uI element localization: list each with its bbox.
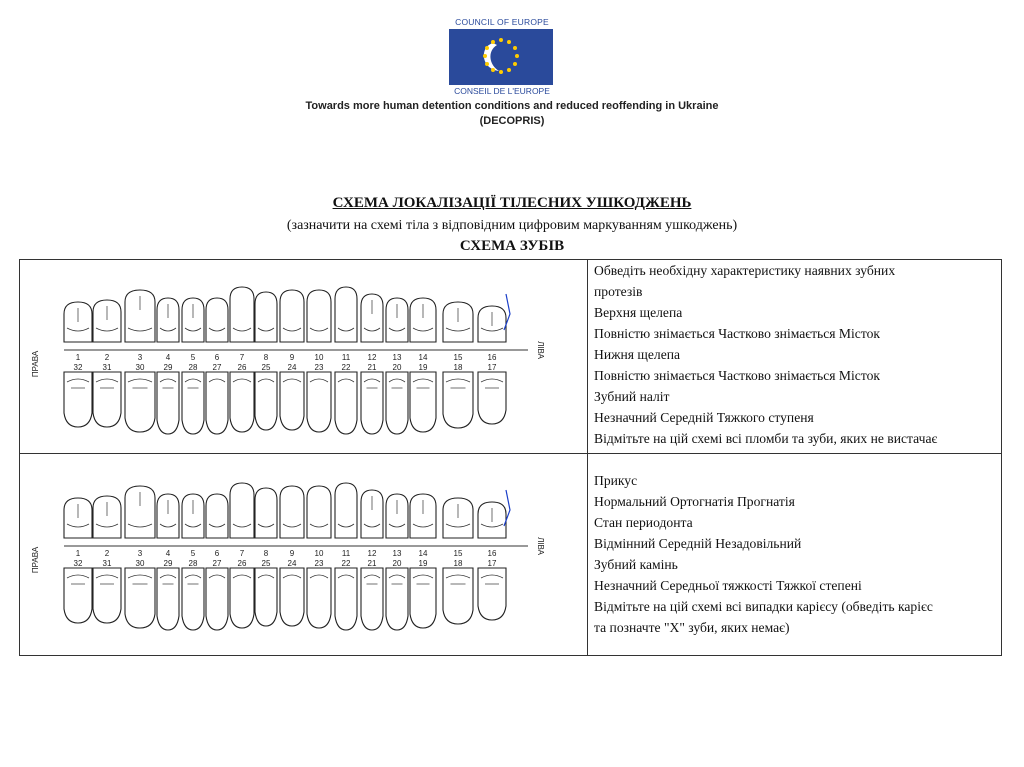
tooth-number-lower: 18 [453,559,463,568]
tooth-number-lower: 31 [102,559,112,568]
tooth-number-upper: 6 [214,353,220,362]
tooth-number-lower: 17 [487,559,497,568]
lower-tooth[interactable] [478,568,506,620]
lower-tooth[interactable] [386,568,408,630]
info-line: Відмітьте на цій схемі всі пломби та зуби, яких не вистачає [594,431,938,446]
upper-tooth[interactable] [410,298,436,342]
document-subtitle: (зазначити на схемі тіла з відповідним цифровим маркуванням ушкоджень) [286,218,738,233]
info-line[interactable]: Незначний Середньої тяжкості Тяжкої степені [594,578,862,593]
tooth-number-upper: 13 [392,353,402,362]
tooth-number-lower: 27 [212,363,222,372]
upper-tooth[interactable] [230,483,254,538]
lower-tooth[interactable] [125,372,155,432]
tooth-number-upper: 15 [453,549,463,558]
upper-tooth[interactable] [230,287,254,342]
tooth-number-lower: 28 [188,363,198,372]
tooth-number-upper: 2 [104,353,110,362]
lower-tooth[interactable] [64,372,92,427]
upper-tooth[interactable] [255,488,277,538]
tooth-number-lower: 19 [418,363,428,372]
lower-tooth[interactable] [64,568,92,623]
tooth-number-upper: 1 [75,353,81,362]
org-name-english: COUNCIL OF EUROPE [455,17,549,27]
lower-tooth[interactable] [361,372,383,434]
lower-tooth[interactable] [93,372,121,427]
tooth-number-upper: 16 [487,549,497,558]
tooth-number-upper: 3 [137,549,143,558]
left-side-label: ЛІВА [536,537,545,555]
upper-tooth[interactable] [125,486,155,538]
lower-tooth[interactable] [206,568,228,630]
tooth-number-lower: 23 [314,559,324,568]
upper-tooth[interactable] [206,494,228,538]
upper-tooth[interactable] [182,494,204,538]
upper-tooth[interactable] [335,483,357,538]
right-side-label: ПРАВА [31,350,40,378]
info-line[interactable]: Нормальний Ортогнатія Прогнатія [594,494,795,509]
lower-tooth[interactable] [443,372,473,428]
lower-tooth[interactable] [443,568,473,624]
upper-tooth[interactable] [361,490,383,538]
info-line: Зубний камінь [594,557,678,572]
tooth-number-lower: 26 [237,559,247,568]
lower-tooth[interactable] [361,568,383,630]
section-title: СХЕМА ЗУБІВ [459,238,565,254]
tooth-number-lower: 23 [314,363,324,372]
upper-tooth[interactable] [93,300,121,342]
tooth-number-upper: 5 [190,549,196,558]
upper-tooth[interactable] [206,298,228,342]
info-line: Обведіть необхідну характеристику наявних зубних [594,263,896,278]
teeth-diagram-1[interactable] [28,264,548,449]
info-line[interactable]: Відмінний Середній Незадовільний [594,536,802,551]
tooth-number-lower: 26 [237,363,247,372]
tooth-number-lower: 19 [418,559,428,568]
tooth-number-upper: 8 [263,353,269,362]
lower-tooth[interactable] [182,372,204,434]
lower-tooth[interactable] [230,372,254,432]
upper-tooth[interactable] [443,498,473,538]
lower-tooth[interactable] [478,372,506,424]
info-line[interactable]: Незначний Середній Тяжкого ступеня [594,410,814,425]
upper-tooth[interactable] [335,287,357,342]
tooth-number-upper: 16 [487,353,497,362]
info-line: та позначте "Х" зуби, яких немає) [594,620,790,635]
tooth-number-upper: 11 [341,549,351,558]
lower-tooth[interactable] [280,372,304,430]
tooth-number-lower: 29 [163,559,173,568]
tooth-number-upper: 14 [418,549,428,558]
tooth-number-upper: 3 [137,353,143,362]
upper-tooth[interactable] [157,494,179,538]
info-line: Прикус [594,473,638,488]
upper-tooth[interactable] [255,292,277,342]
info-line: протезів [594,284,643,299]
tooth-number-lower: 22 [341,559,351,568]
tooth-number-lower: 20 [392,363,402,372]
lower-tooth[interactable] [410,568,436,628]
tooth-number-upper: 8 [263,549,269,558]
org-name-french: CONSEIL DE L'EUROPE [454,86,550,96]
right-side-label: ПРАВА [31,546,40,574]
tooth-number-upper: 12 [367,549,377,558]
tooth-number-lower: 20 [392,559,402,568]
lower-tooth[interactable] [307,372,331,432]
upper-tooth[interactable] [280,290,304,342]
tooth-number-upper: 7 [239,353,245,362]
teeth-chart-svg[interactable] [28,264,548,444]
upper-tooth[interactable] [280,486,304,538]
upper-tooth[interactable] [64,302,92,342]
lower-tooth[interactable] [230,568,254,628]
dentures-info-block [594,260,994,449]
info-line[interactable]: Повністю знімається Частково знімається Місток [594,326,880,341]
project-line-2: (DECOPRIS) [479,115,545,127]
upper-tooth[interactable] [93,496,121,538]
tooth-number-lower: 28 [188,559,198,568]
bite-periodont-info-block [594,470,994,638]
upper-tooth[interactable] [478,502,506,538]
tooth-number-upper: 14 [418,353,428,362]
upper-tooth[interactable] [386,298,408,342]
tooth-number-upper: 4 [165,353,171,362]
lower-tooth[interactable] [255,372,277,430]
tooth-number-upper: 12 [367,353,377,362]
tooth-number-upper: 2 [104,549,110,558]
tooth-number-upper: 9 [289,353,295,362]
row-divider [20,453,1001,454]
upper-tooth[interactable] [125,290,155,342]
teeth-diagram-2[interactable] [28,460,548,645]
lower-tooth[interactable] [182,568,204,630]
teeth-chart-svg[interactable] [28,460,548,640]
info-line[interactable]: Повністю знімається Частково знімається Місток [594,368,880,383]
lower-tooth[interactable] [280,568,304,626]
column-divider [587,260,588,655]
lower-tooth[interactable] [157,568,179,630]
tooth-number-lower: 31 [102,363,112,372]
upper-tooth[interactable] [182,298,204,342]
tooth-number-upper: 10 [314,549,324,558]
council-of-europe-logo [449,29,553,85]
upper-tooth[interactable] [443,302,473,342]
upper-tooth[interactable] [361,294,383,342]
info-line: Зубний наліт [594,389,670,404]
tooth-number-upper: 6 [214,549,220,558]
tooth-number-upper: 4 [165,549,171,558]
tooth-number-lower: 32 [73,559,83,568]
project-line-1: Towards more human detention conditions and reduced reoffending in Ukraine [305,100,719,112]
upper-tooth[interactable] [307,290,331,342]
tooth-number-lower: 27 [212,559,222,568]
lower-tooth[interactable] [307,568,331,628]
upper-tooth[interactable] [157,298,179,342]
tooth-number-lower: 21 [367,559,377,568]
tooth-number-upper: 7 [239,549,245,558]
project-name [250,99,774,129]
left-side-label: ЛІВА [536,341,545,359]
eu-stars-swirl-icon [449,29,553,85]
upper-tooth[interactable] [410,494,436,538]
tooth-number-upper: 5 [190,353,196,362]
tooth-number-lower: 21 [367,363,377,372]
tooth-number-lower: 18 [453,363,463,372]
tooth-number-lower: 32 [73,363,83,372]
lower-tooth[interactable] [410,372,436,432]
tooth-number-lower: 29 [163,363,173,372]
tooth-number-upper: 15 [453,353,463,362]
tooth-number-lower: 25 [261,559,271,568]
tooth-number-upper: 10 [314,353,324,362]
lower-tooth[interactable] [206,372,228,434]
info-line: Стан периодонта [594,515,693,530]
upper-tooth[interactable] [386,494,408,538]
tooth-number-upper: 1 [75,549,81,558]
tooth-number-upper: 13 [392,549,402,558]
lower-tooth[interactable] [125,568,155,628]
lower-tooth[interactable] [335,568,357,630]
document-title: СХЕМА ЛОКАЛІЗАЦІЇ ТІЛЕСНИХ УШКОДЖЕНЬ [332,195,692,211]
lower-tooth[interactable] [157,372,179,434]
lower-tooth[interactable] [255,568,277,626]
upper-tooth[interactable] [307,486,331,538]
upper-tooth[interactable] [64,498,92,538]
lower-tooth[interactable] [93,568,121,623]
tooth-number-upper: 9 [289,549,295,558]
lower-tooth[interactable] [386,372,408,434]
lower-tooth[interactable] [335,372,357,434]
info-line: Відмітьте на цій схемі всі випадки карієсу (обведіть карієс [594,599,933,614]
tooth-number-lower: 24 [287,559,297,568]
upper-tooth[interactable] [478,306,506,342]
tooth-number-upper: 11 [341,353,351,362]
tooth-number-lower: 22 [341,363,351,372]
tooth-number-lower: 30 [135,363,145,372]
info-line: Нижня щелепа [594,347,681,362]
tooth-number-lower: 25 [261,363,271,372]
tooth-number-lower: 17 [487,363,497,372]
info-line: Верхня щелепа [594,305,683,320]
tooth-number-lower: 24 [287,363,297,372]
tooth-number-lower: 30 [135,559,145,568]
